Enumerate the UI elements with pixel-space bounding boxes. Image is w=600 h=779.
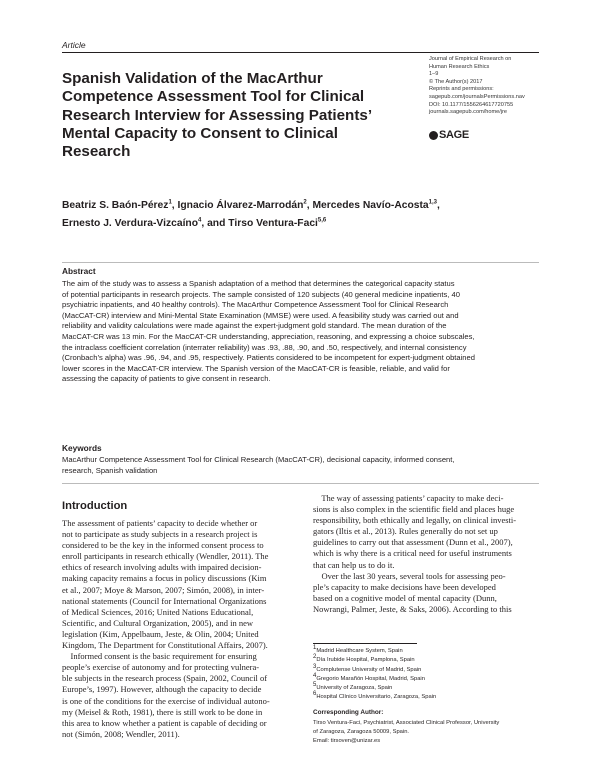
- abstract-body: [62, 279, 540, 385]
- author-affiliation-mark: 1,3: [428, 199, 437, 206]
- body-line: which is why there is a critical need for useful instruments: [313, 548, 512, 559]
- body-line: national statements (Council for International Organizations: [62, 595, 267, 606]
- author-affiliation-mark: 1: [168, 199, 172, 206]
- abstract-line: MacCAT-CR was 13 min. For the MacCAT-CR understanding, appreciation, reasoning, and expressing a choice subscales,: [62, 331, 475, 341]
- keywords-heading: Keywords: [62, 443, 102, 453]
- body-line: et al., 2007; Moye & Marson, 2007; Simón, 2008), in inter-: [62, 584, 265, 595]
- title-line: Spanish Validation of the MacArthur: [62, 70, 323, 87]
- affiliation-item: [313, 647, 436, 656]
- journal-info-line: © The Author(s) 2017: [429, 78, 483, 85]
- keywords-divider: [62, 483, 539, 484]
- corresponding-email[interactable]: Email: tirsoven@unizar.es: [313, 738, 381, 745]
- author-list: [62, 197, 440, 233]
- body-line: The way of assessing patients’ capacity to make deci-: [313, 493, 504, 503]
- affiliation-mark: 1: [313, 645, 317, 652]
- body-line: making capacity remains a focus in policy discussions (Kim: [62, 573, 267, 584]
- abstract-line: (MacCAT-CR) interview and Mini-Mental State Examination (MMSE) were used. A feasibility study was carried out and: [62, 310, 459, 320]
- sage-logo-text: SAGE: [439, 129, 469, 141]
- author-line: [62, 197, 440, 215]
- affiliation-text: Día Irubide Hospital, Pamplona, Spain: [316, 657, 415, 664]
- introduction-heading: Introduction: [62, 500, 128, 512]
- corresponding-author-details: [313, 719, 499, 747]
- body-line: Informed consent is the basic requirement for ensuring: [62, 651, 257, 662]
- sage-logo: [429, 129, 469, 141]
- author-name: Beatriz S. Baón-Pérez: [62, 200, 169, 211]
- body-line: considered to be the key in the informed consent process to: [62, 540, 264, 551]
- author-affiliation-mark: 4: [198, 217, 202, 224]
- title-line: Research: [62, 143, 131, 161]
- body-line: Over the last 30 years, several tools for assessing peo-: [313, 570, 506, 581]
- affiliation-item: [313, 656, 436, 665]
- header-rule: [62, 52, 539, 53]
- affiliation-text: Madrid Healthcare System, Spain: [316, 648, 403, 654]
- body-line: responsibility, both ethically and legally, on clinical investi-: [313, 515, 517, 526]
- journal-info-line: DOI: 10.1177/1556264617720755: [429, 101, 514, 108]
- abstract-line: The aim of the study was to assess a Spanish adaptation of a method that determines the categorical capacity status: [62, 279, 455, 288]
- body-line: The assessment of patients’ capacity to decide whether or: [62, 518, 258, 528]
- body-line: is one of the conditions for the exercise of individual autono-: [62, 695, 270, 706]
- abstract-heading: Abstract: [62, 266, 96, 276]
- title-line: Competence Assessment Tool for Clinical: [62, 88, 365, 106]
- title-line: Research Interview for Assessing Patients’: [62, 106, 373, 124]
- author-name: Mercedes Navío-Acosta: [312, 200, 429, 211]
- affiliation-mark: 5: [313, 682, 317, 689]
- author-affiliation-mark: 2: [303, 199, 307, 206]
- abstract-line: assessing the capacity of patients to give consent in research.: [62, 374, 271, 384]
- body-column-right: [313, 493, 545, 615]
- body-line: guidelines to carry out that assessment (Dunn et al., 2007),: [313, 537, 513, 548]
- journal-info-line: 1–9: [429, 71, 439, 78]
- keywords-line: research, Spanish validation: [62, 465, 158, 475]
- abstract-divider: [62, 262, 539, 263]
- body-line: not to participate as study subjects in a research project is: [62, 529, 258, 540]
- journal-info-line: Journal of Empirical Research on: [429, 56, 512, 62]
- keywords-line: MacArthur Competence Assessment Tool for Clinical Research (MacCAT-CR), decisional capacity, informed consent,: [62, 455, 455, 464]
- affiliation-mark: 3: [313, 663, 317, 670]
- journal-info-line: sagepub.com/journalsPermissions.nav: [429, 93, 525, 100]
- body-line: my (Meisel & Roth, 1981), there is still work to be done in: [62, 706, 263, 717]
- author-name: Tirso Ventura-Faci: [228, 218, 318, 229]
- body-line: enroll participants in research ethically (Wendler, 2011). The: [62, 551, 269, 562]
- body-line: ethics of research involving adults with impaired decision-: [62, 562, 262, 573]
- affiliation-mark: 6: [313, 691, 317, 698]
- abstract-line: the intraclass coefficient correlation (interrater reliability) was .93, .88, .90, and .50, respectively, and internal consistency: [62, 342, 467, 352]
- abstract-line: of potential participants in research projects. The sample consisted of 120 subjects (40 general medicine inpatients, 40: [62, 289, 460, 299]
- body-line: that can help us to do it.: [313, 559, 395, 570]
- body-line: Nowrangi, Palmer, Jeste, & Saks, 2006). According to this: [313, 603, 512, 614]
- body-line: based on a cognitive model of mental capacity (Dunn,: [313, 592, 497, 603]
- author-separator: ,: [306, 200, 313, 211]
- body-column-left: [62, 518, 300, 740]
- journal-info-line: Reprints and permissions:: [429, 86, 494, 93]
- body-line: Scientific, and Cultural Organization, 2005), and in new: [62, 617, 254, 628]
- author-name: Ernesto J. Verdura-Vizcaíno: [62, 218, 199, 229]
- journal-info-line: Human Research Ethics: [429, 63, 490, 70]
- author-separator: , and: [201, 218, 229, 229]
- body-line: Europe’s, 1997). However, although the capacity to decide: [62, 684, 262, 695]
- body-line: ple’s capacity to make decisions have been developed: [313, 581, 496, 592]
- author-line: [62, 215, 440, 233]
- body-line: Kingdom, The Department for Constitutional Affairs, 2007).: [62, 640, 268, 651]
- body-line: not (Simón, 2008; Wendler, 2011).: [62, 728, 180, 739]
- body-line: legislation (Kim, Appelbaum, Jeste, & Olin, 2004; United: [62, 628, 259, 639]
- journal-info-line: journals.sagepub.com/home/jre: [429, 109, 508, 116]
- affiliation-item: [313, 672, 436, 684]
- abstract-line: reliability and validity calculations were made against the expert-judgment gold standard. The mean duration of the: [62, 321, 447, 331]
- affiliation-item: [313, 684, 436, 693]
- affiliation-list: [313, 647, 436, 703]
- author-affiliation-mark: 5,6: [317, 217, 327, 224]
- title-line: Mental Capacity to Consent to Clinical: [62, 124, 338, 142]
- keywords-body: [62, 455, 540, 476]
- affiliation-item: [313, 663, 436, 675]
- sage-logo-mark-icon: [429, 131, 438, 140]
- body-line: of Medical Sciences, 2016; United Nations Educational,: [62, 606, 254, 617]
- journal-info: [429, 56, 549, 117]
- body-line: sions is also complex in the scientific field and places huge: [313, 504, 515, 515]
- affiliation-text: Gregorio Marañón Hospital, Madrid, Spain: [316, 675, 425, 682]
- body-line: gators (Iltis et al., 2013). Rules generally do not set up: [313, 526, 498, 537]
- author-separator: ,: [437, 200, 440, 211]
- abstract-line: psychiatric inpatients, and 40 healthy controls). The MacArthur Competence Assessment Tool for Clinical Research: [62, 300, 449, 310]
- corresponding-line: of Zaragoza, Zaragoza 50009, Spain.: [313, 729, 410, 736]
- abstract-line: (Cronbach’s alpha) was .96, .94, and .95, respectively. Patients considered to be incompetent for expert-judgment obtained: [62, 353, 475, 363]
- affiliation-text: University of Zaragoza, Spain: [316, 685, 393, 692]
- affiliation-text: Complutense University of Madrid, Spain: [316, 666, 422, 673]
- body-line: this area to know whether a patient is capable of deciding or: [62, 717, 267, 728]
- abstract-line: lower scores in the MacCAT-CR interview. The Spanish version of the MacCAT-CR is feasible, reliable, and valid for: [62, 363, 450, 373]
- affiliation-mark: 2: [313, 654, 317, 661]
- footnote-divider: [313, 643, 417, 644]
- paper-title: [62, 70, 414, 161]
- affiliation-item: [313, 693, 436, 702]
- corresponding-author-heading: Corresponding Author:: [313, 709, 384, 716]
- body-line: ble subjects in the research process (Spain, 2002, Council of: [62, 673, 268, 684]
- corresponding-line: Tirso Ventura-Faci, Psychiatrist, Associated Clinical Professor, University: [313, 720, 500, 726]
- body-line: people’s exercise of autonomy and for protecting vulnera-: [62, 662, 260, 673]
- author-separator: ,: [171, 200, 178, 211]
- affiliation-mark: 4: [313, 672, 317, 679]
- author-name: Ignacio Álvarez-Marrodán: [177, 200, 304, 211]
- affiliation-text: Hospital Clínico Universitario, Zaragoza, Spain: [316, 694, 437, 701]
- article-label: Article: [62, 40, 86, 50]
